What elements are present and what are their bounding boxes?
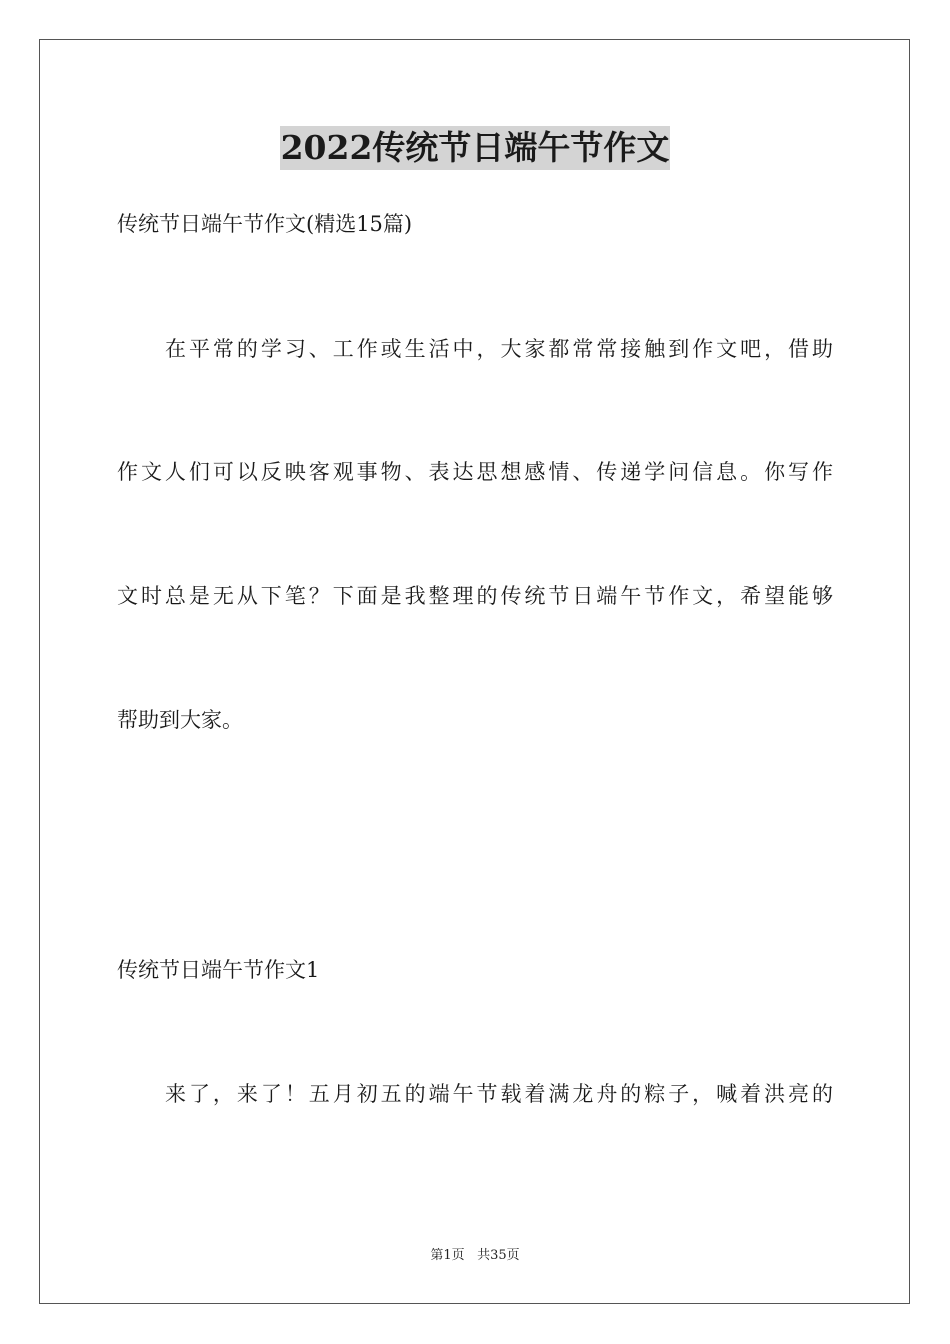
section-heading: 传统节日端午节作文1 xyxy=(117,958,320,982)
page-footer xyxy=(0,1247,950,1265)
page-total: 共35页 xyxy=(477,1248,520,1263)
intro-line-4: 帮助到大家。 xyxy=(117,708,243,732)
document-subtitle: 传统节日端午节作文(精选15篇) xyxy=(117,212,413,236)
intro-line-3: 文时总是无从下笔？下面是我整理的传统节日端午节作文，希望能够 xyxy=(117,584,833,608)
section-line-1: 来了，来了！五月初五的端午节载着满龙舟的粽子，喊着洪亮的 xyxy=(165,1082,833,1106)
intro-line-1: 在平常的学习、工作或生活中，大家都常常接触到作文吧，借助 xyxy=(165,337,833,361)
intro-line-2: 作文人们可以反映客观事物、表达思想感情、传递学问信息。你写作 xyxy=(117,460,833,484)
document-title: 2022传统节日端午节作文 xyxy=(280,126,671,170)
page-number: 第1页 xyxy=(430,1248,465,1263)
title-container xyxy=(0,126,950,170)
